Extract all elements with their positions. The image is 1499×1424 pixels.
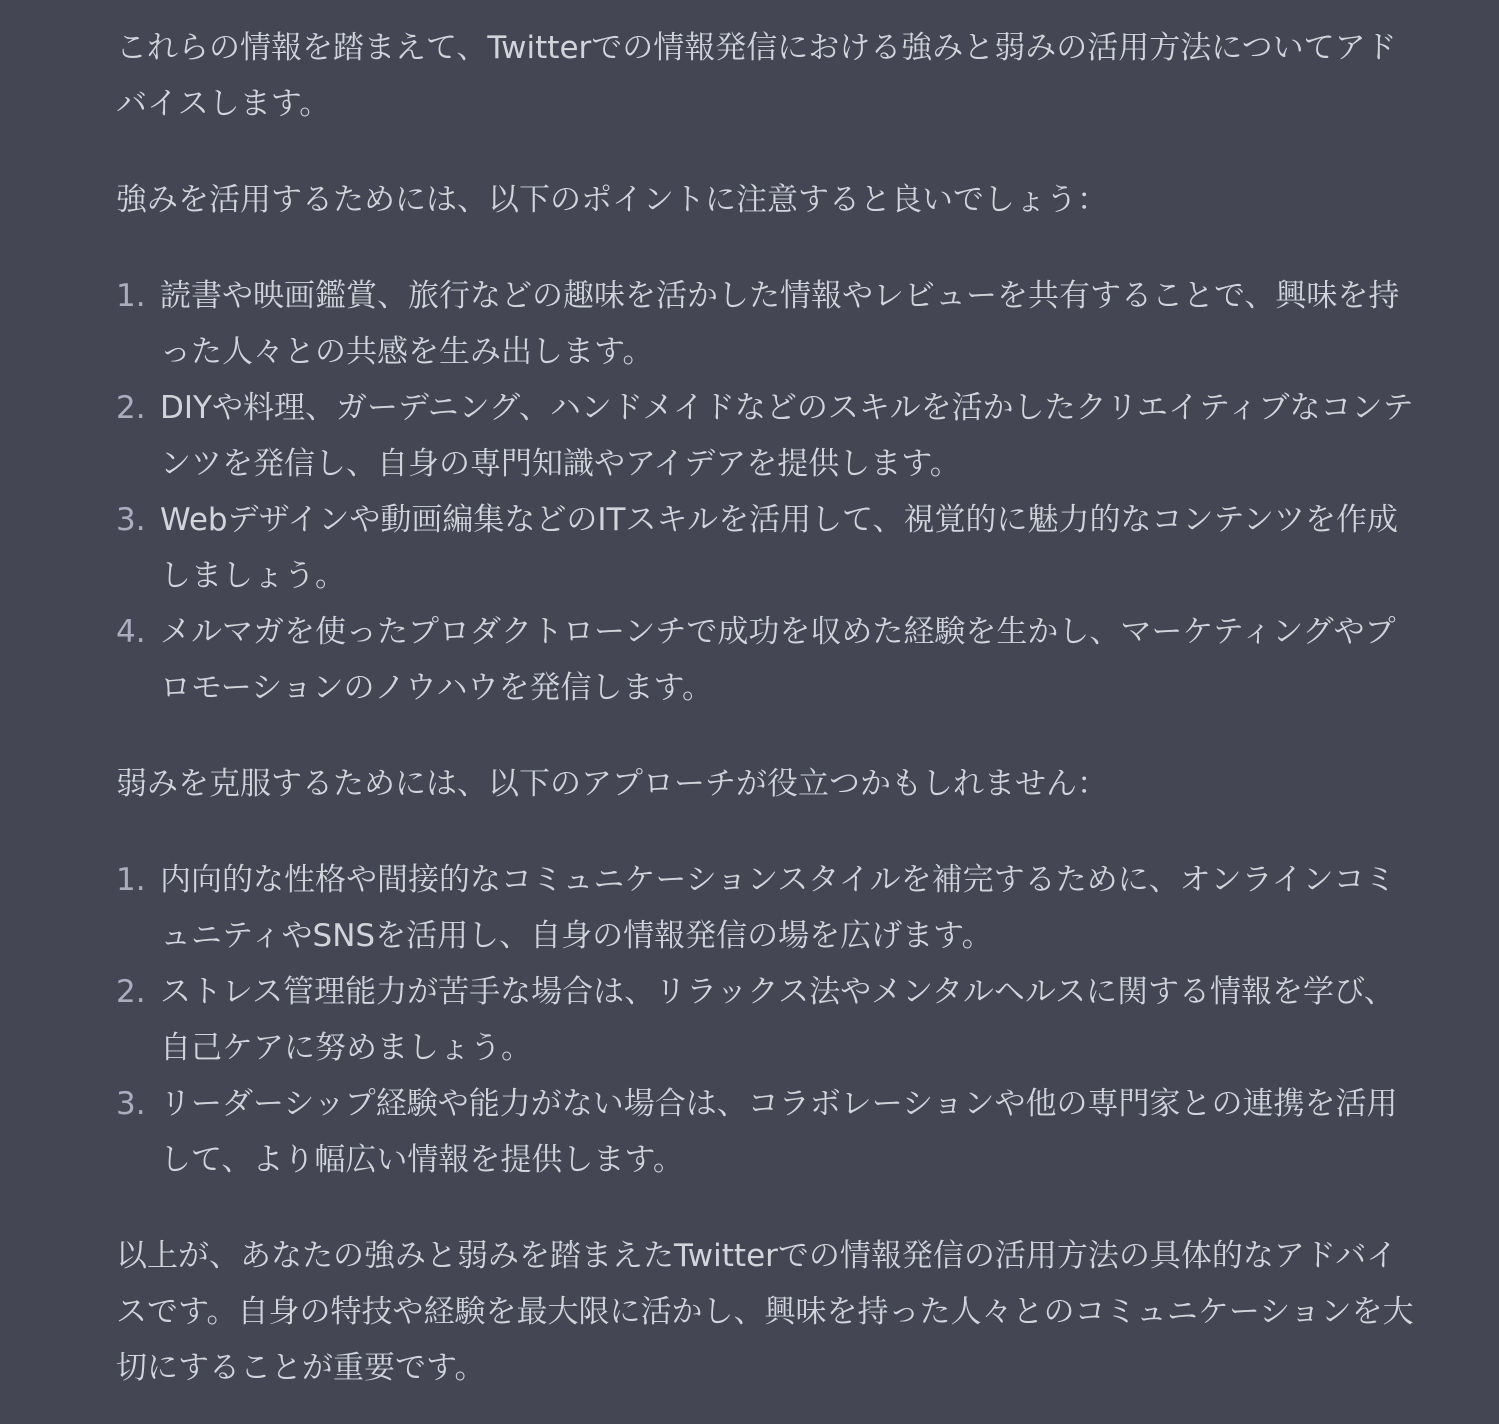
strengths-heading: 強みを活用するためには、以下のポイントに注意すると良いでしょう： (116, 182, 1108, 218)
list-number: 4. (116, 614, 146, 650)
list-number: 3. (116, 1086, 146, 1122)
strengths-list (116, 268, 1416, 716)
list-item (116, 964, 1416, 1076)
conclusion-paragraph: 以上が、あなたの強みと弱みを踏まえたTwitterでの情報発信の活用方法の具体的なアドバイスです。自身の特技や経験を最大限に活かし、興味を持った人々とのコミュニケーションを大切にすることが重要です。 (116, 1238, 1414, 1386)
list-item-text: DIYや料理、ガーデニング、ハンドメイドなどのスキルを活かしたクリエイティブなコンテンツを発信し、自身の専門知識やアイデアを提供します。 (160, 390, 1414, 482)
weaknesses-list (116, 852, 1416, 1188)
list-item-text: メルマガを使ったプロダクトローンチで成功を収めた経験を生かし、マーケティングやプロモーションのノウハウを発信します。 (160, 614, 1396, 706)
list-item-text: 内向的な性格や間接的なコミュニケーションスタイルを補完するために、オンラインコミュニティやSNSを活用し、自身の情報発信の場を広げます。 (160, 862, 1396, 954)
assistant-message (116, 20, 1416, 1396)
list-item-text: ストレス管理能力が苦手な場合は、リラックス法やメンタルヘルスに関する情報を学び、自己ケアに努めましょう。 (160, 974, 1395, 1066)
list-item-text: リーダーシップ経験や能力がない場合は、コラボレーションや他の専門家との連携を活用して、より幅広い情報を提供します。 (160, 1086, 1398, 1178)
list-item-text: Webデザインや動画編集などのITスキルを活用して、視覚的に魅力的なコンテンツを作成しましょう。 (160, 502, 1399, 594)
list-number: 3. (116, 502, 146, 538)
weaknesses-heading: 弱みを克服するためには、以下のアプローチが役立つかもしれません： (116, 766, 1108, 802)
list-number: 1. (116, 278, 146, 314)
list-item (116, 852, 1416, 964)
list-item (116, 268, 1416, 380)
list-number: 2. (116, 974, 146, 1010)
list-number: 2. (116, 390, 146, 426)
list-item (116, 1076, 1416, 1188)
list-item (116, 604, 1416, 716)
list-number: 1. (116, 862, 146, 898)
list-item (116, 492, 1416, 604)
list-item (116, 380, 1416, 492)
intro-paragraph: これらの情報を踏まえて、Twitterでの情報発信における強みと弱みの活用方法についてアドバイスします。 (116, 30, 1397, 122)
list-item-text: 読書や映画鑑賞、旅行などの趣味を活かした情報やレビューを共有することで、興味を持った人々との共感を生み出します。 (160, 278, 1400, 370)
